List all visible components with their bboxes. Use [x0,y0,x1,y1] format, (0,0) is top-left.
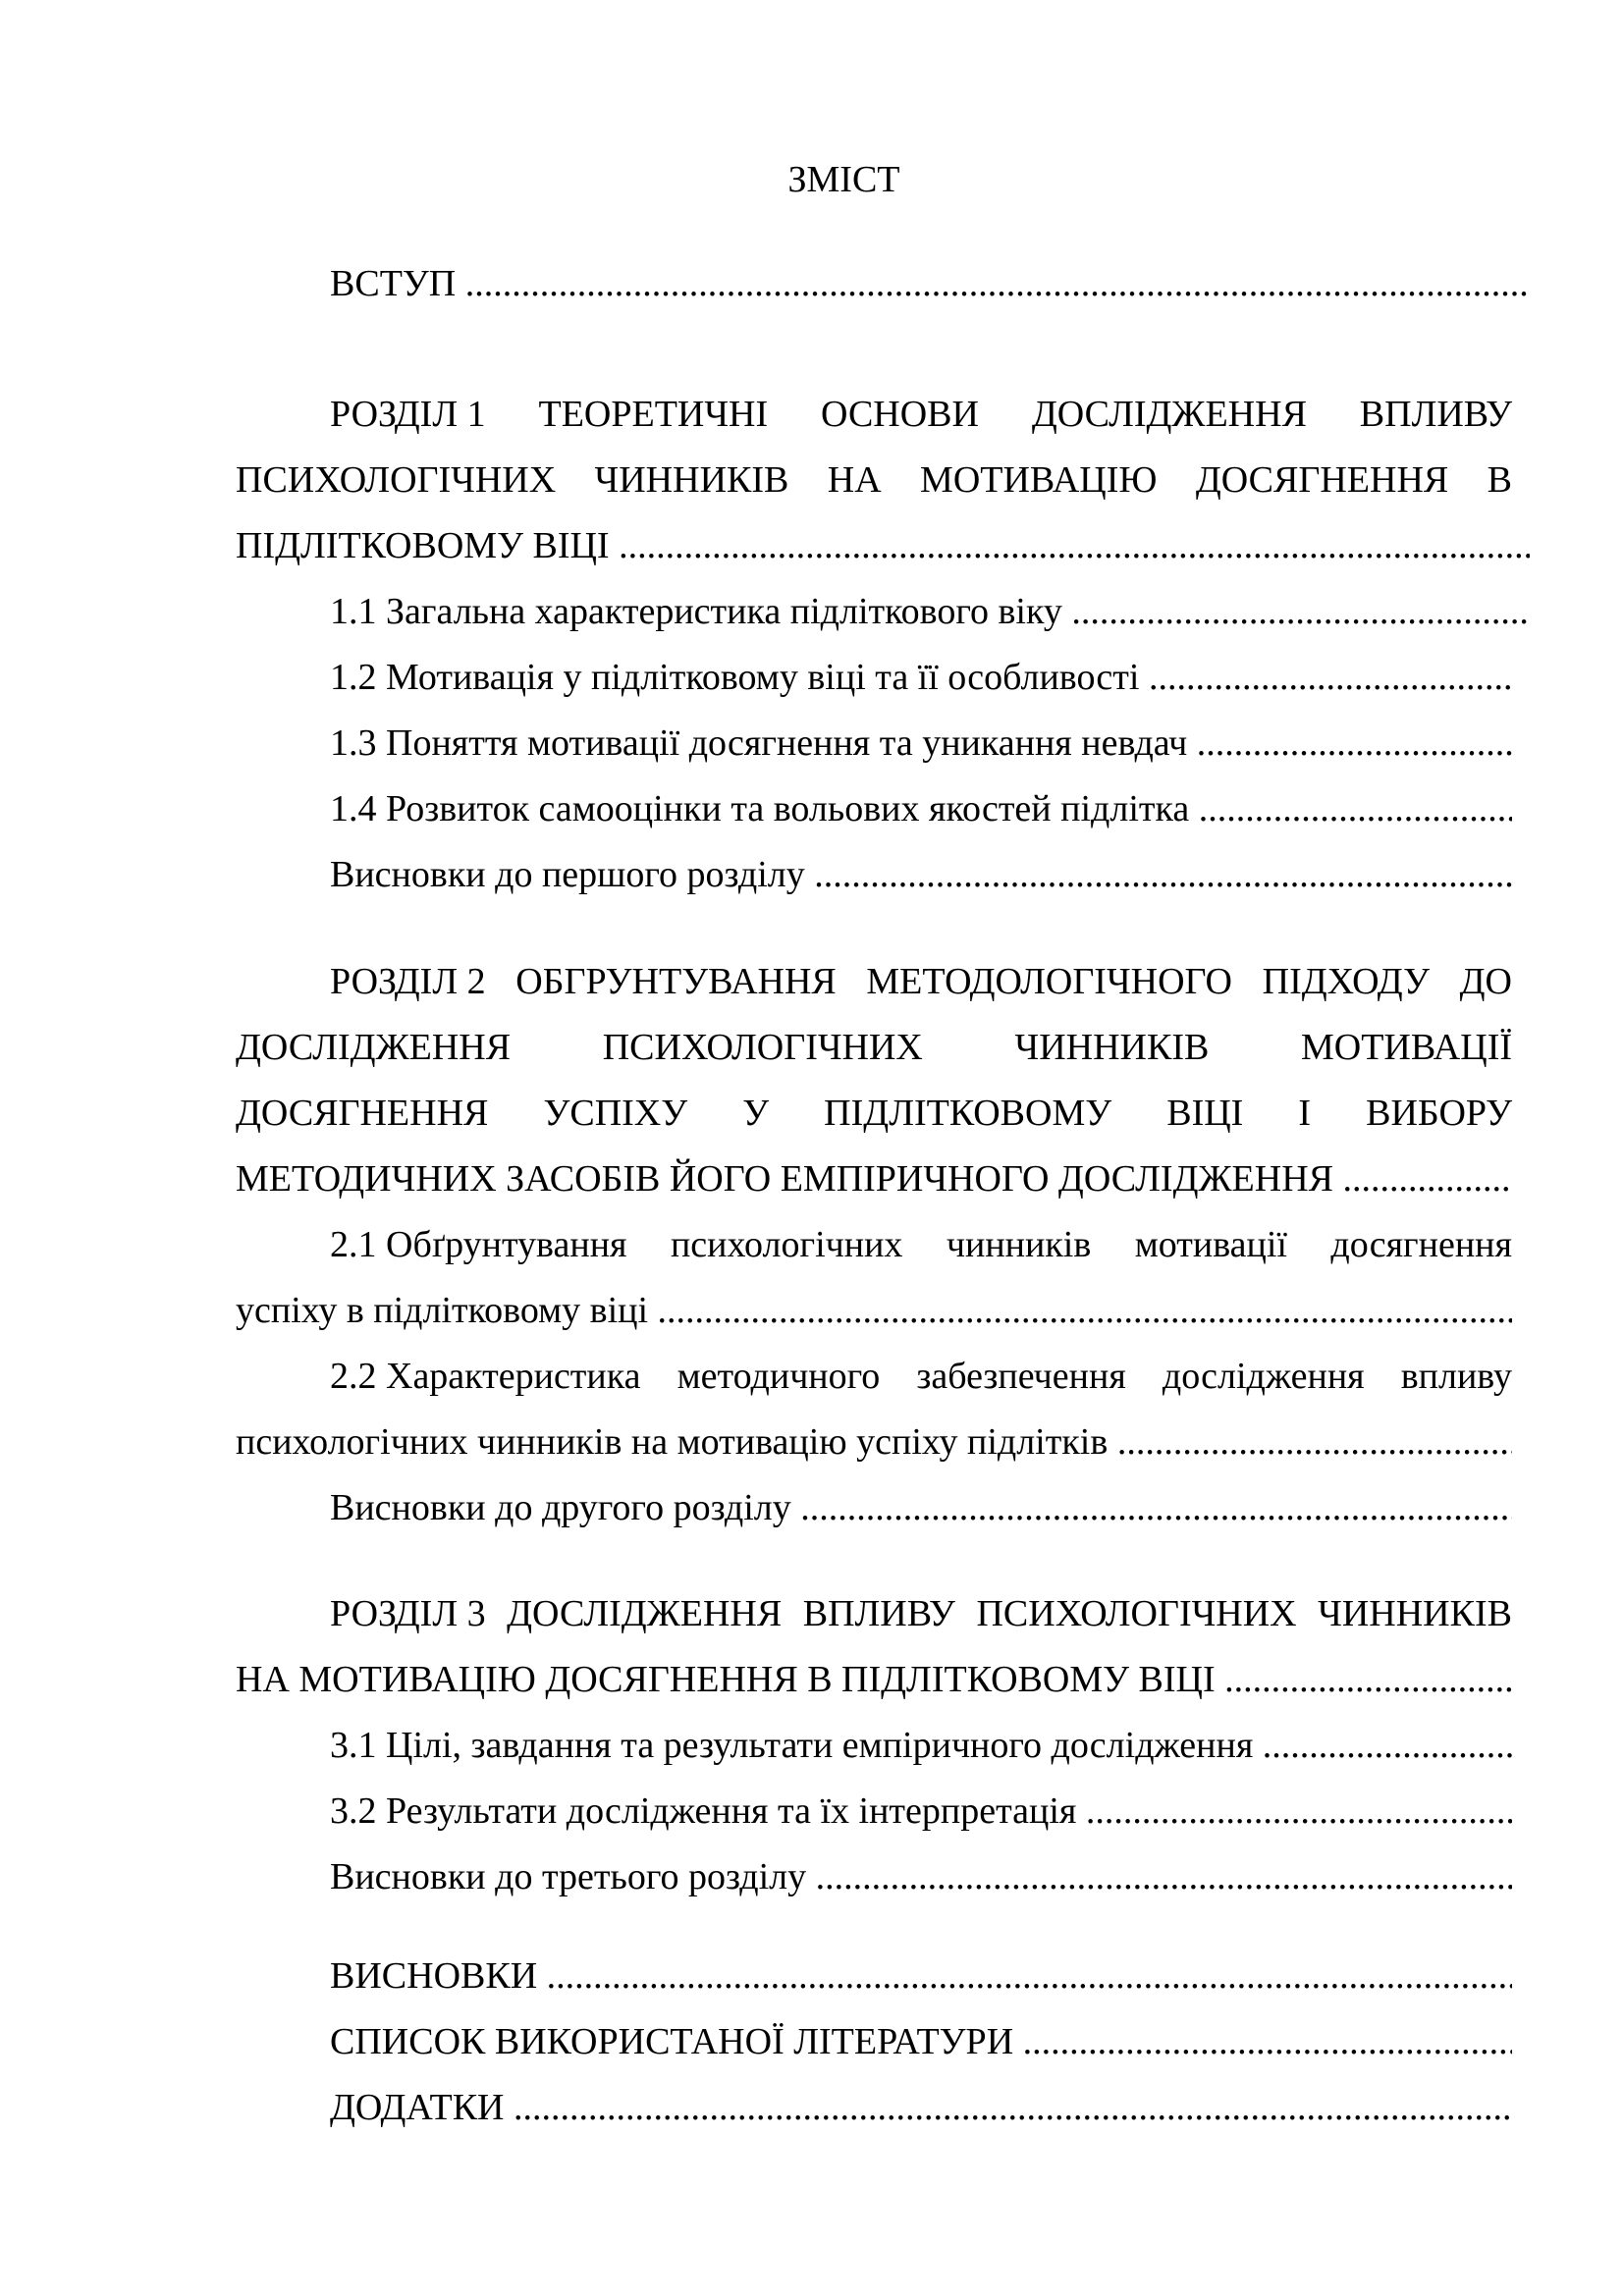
toc-entry-2-2-line1 [330,1352,1512,1401]
heading-word: ПСИХОЛОГІЧНИХ [236,459,557,501]
heading-word: ПСИХОЛОГІЧНИХ [976,1593,1297,1634]
chapter3-heading-line1 [330,1589,1512,1638]
toc-leader-dots [806,1856,1512,1897]
heading-word: ВПЛИВУ [1359,394,1512,435]
heading-word: ДОСЛІДЖЕННЯ [1031,394,1307,435]
chapter1-heading-line1 [330,390,1512,439]
toc-entry-1-4 [330,784,1512,833]
toc-leader-dots [1062,591,1530,632]
heading-word: ВПЛИВУ [802,1593,955,1634]
page-title: ЗМІСТ [787,159,900,200]
toc-leader-dots [1216,1659,1512,1700]
toc-leader-dots [456,263,1530,304]
heading-word: ЧИННИКІВ [594,459,789,501]
heading-word: МОТИВАЦІЮ [920,459,1158,501]
chapter2-heading-line1 [330,957,1512,1006]
toc-entry-label: 3.1 Цілі, завдання та результати емпіричного дослідження [330,1725,1254,1766]
toc-entry-label: психологічних чинників на мотивацію успіху підлітків [236,1421,1109,1463]
toc-entry-appendices [330,2083,1512,2132]
entry-word: 2.1 Обґрунтування [330,1224,627,1265]
entry-word: чинників [946,1224,1092,1265]
entry-word: дослідження [1162,1356,1365,1397]
toc-entry-references [330,2017,1512,2066]
toc-entry-label: 1.1 Загальна характеристика підліткового віку [330,591,1062,632]
heading-word: ПІДЛІТКОВОМУ [824,1093,1112,1134]
entry-word: психологічних [670,1224,903,1265]
heading-word: РОЗДІЛ 2 [330,961,486,1002]
toc-leader-dots [505,2087,1513,2128]
entry-word: досягнення [1330,1224,1512,1265]
toc-entry-1-3 [330,719,1512,768]
toc-entry-label: ДОДАТКИ [330,2087,505,2128]
heading-word: В [1487,459,1512,501]
heading-word: ВИБОРУ [1366,1093,1512,1134]
toc-entry-chapter1-conclusion [330,850,1512,899]
toc-leader-dots [648,1290,1512,1331]
entry-word: впливу [1400,1356,1512,1397]
entry-word: методичного [676,1356,881,1397]
toc-entry-label: Висновки до першого розділу [330,854,805,895]
toc-entry-2-1-line2 [236,1286,1512,1335]
heading-word: ПСИХОЛОГІЧНИХ [602,1027,923,1068]
heading-word: РОЗДІЛ 1 [330,394,486,435]
toc-entry-chapter3-conclusion [330,1852,1512,1901]
toc-leader-dots [1076,1790,1512,1832]
heading-word: МЕТОДОЛОГІЧНОГО [866,961,1232,1002]
heading-word: І [1298,1093,1312,1134]
toc-entry-2-2-line2 [236,1417,1512,1467]
heading-word: ТЕОРЕТИЧНІ [538,394,769,435]
toc-entry-label: МЕТОДИЧНИХ ЗАСОБІВ ЙОГО ЕМПІРИЧНОГО ДОСЛІДЖЕННЯ [236,1158,1333,1200]
heading-word: ДОСЛІДЖЕННЯ [236,1027,512,1068]
toc-entry-intro [330,259,1530,308]
toc-entry-label: СПИСОК ВИКОРИСТАНОЇ ЛІТЕРАТУРИ [330,2021,1014,2062]
heading-word: ДОСЯГНЕННЯ [236,1093,489,1134]
toc-leader-dots [1187,722,1512,764]
chapter1-heading-line2 [236,455,1512,505]
heading-word: УСПІХУ [543,1093,688,1134]
toc-leader-dots [791,1487,1512,1528]
toc-entry-chapter2-conclusion [330,1483,1512,1532]
toc-entry-label: ВИСНОВКИ [330,1955,538,1997]
toc-leader-dots [1189,788,1512,829]
heading-word: ДОСЯГНЕННЯ [1195,459,1449,501]
toc-entry-1-1 [330,587,1530,636]
toc-leader-dots [610,525,1530,566]
toc-leader-dots [537,1955,1512,1997]
toc-entry-1-2 [330,653,1512,702]
toc-entry-label: успіху в підлітковому віці [236,1290,649,1331]
toc-entry-label: 1.4 Розвиток самооцінки та вольових якостей підлітка [330,788,1190,829]
heading-word: ОСНОВИ [821,394,979,435]
toc-leader-dots [805,854,1512,895]
heading-word: У [742,1093,770,1134]
toc-entry-label: 1.3 Поняття мотивації досягнення та уникання невдач [330,722,1188,764]
heading-word: ДО [1459,961,1512,1002]
toc-entry-label: НА МОТИВАЦІЮ ДОСЯГНЕННЯ В ПІДЛІТКОВОМУ ВІЦІ [236,1659,1216,1700]
heading-word: ДОСЛІДЖЕННЯ [507,1593,783,1634]
toc-entry-3-1 [330,1721,1512,1770]
chapter1-heading-line3 [236,521,1530,570]
chapter2-heading-line4 [236,1154,1512,1203]
toc-entry-2-1-line1 [330,1220,1512,1269]
heading-word: ЧИННИКІВ [1318,1593,1512,1634]
chapter2-heading-line2 [236,1023,1512,1072]
chapter2-heading-line3 [236,1089,1512,1138]
toc-entry-label: ПІДЛІТКОВОМУ ВІЦІ [236,525,610,566]
toc-entry-conclusions [330,1951,1512,2001]
toc-leader-dots [1253,1725,1512,1766]
toc-leader-dots [1108,1421,1512,1463]
toc-leader-dots [1013,2021,1512,2062]
heading-word: РОЗДІЛ 3 [330,1593,486,1634]
toc-entry-label: 3.2 Результати дослідження та їх інтерпретація [330,1790,1077,1832]
heading-word: ОБГРУНТУВАННЯ [515,961,837,1002]
entry-word: 2.2 Характеристика [330,1356,641,1397]
heading-word: МОТИВАЦІЇ [1300,1027,1512,1068]
heading-word: ПІДХОДУ [1262,961,1430,1002]
chapter3-heading-line2 [236,1655,1512,1704]
toc-entry-label: Висновки до третього розділу [330,1856,807,1897]
heading-word: ЧИННИКІВ [1014,1027,1210,1068]
toc-entry-label: ВСТУП [330,263,457,304]
toc-entry-label: Висновки до другого розділу [330,1487,791,1528]
entry-word: забезпечення [916,1356,1126,1397]
entry-word: мотивації [1134,1224,1287,1265]
toc-entry-label: 1.2 Мотивація у підлітковому віці та її особливості [330,657,1140,698]
heading-word: НА [827,459,882,501]
toc-leader-dots [1333,1158,1512,1200]
heading-word: ВІЦІ [1166,1093,1244,1134]
toc-entry-3-2 [330,1787,1512,1836]
toc-leader-dots [1139,657,1512,698]
